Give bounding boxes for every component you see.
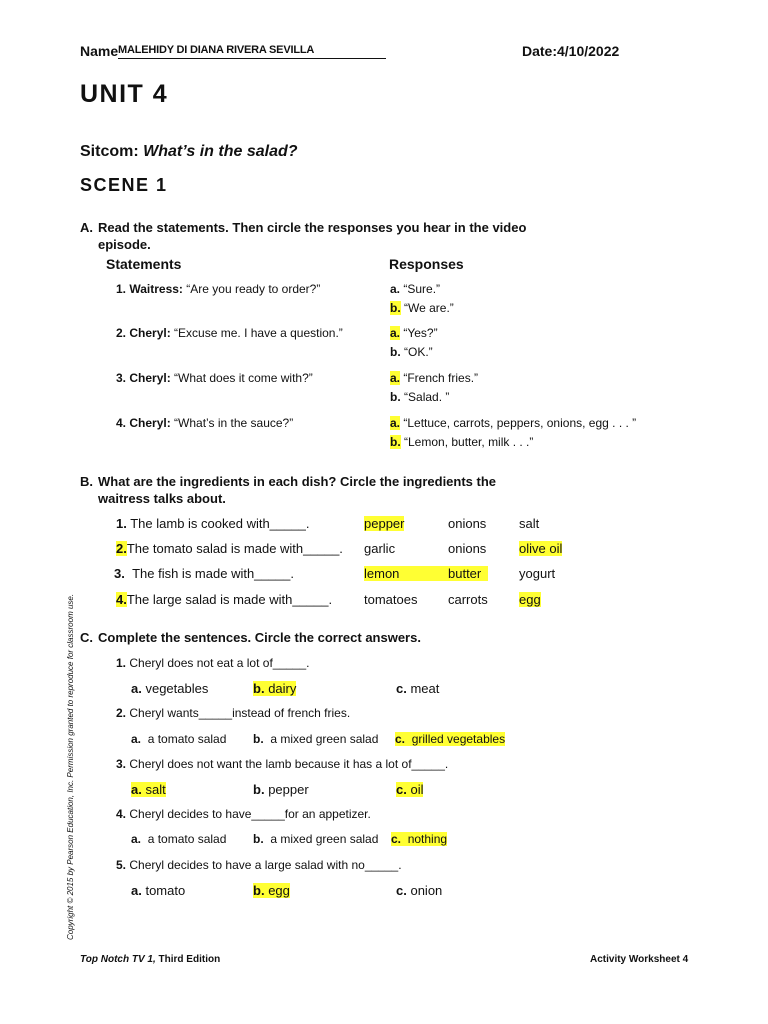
- section-a-instruction: [98, 219, 538, 253]
- scene-title: SCENE 1: [80, 175, 168, 195]
- sentence: 5. Cheryl decides to have a large salad with no_____.: [116, 858, 402, 872]
- response-a: a. “French fries.”: [390, 371, 479, 385]
- response-a: a. “Sure.”: [390, 282, 441, 296]
- ingredient-option: onions: [448, 516, 487, 531]
- response-b: b. “Lemon, butter, milk . . .”: [390, 435, 534, 449]
- section-b-instruction-line2: waitress talks about.: [98, 491, 226, 506]
- sitcom-title: What’s in the salad?: [143, 143, 298, 160]
- ingredient-sentence: 2.The tomato salad is made with_____.: [116, 541, 343, 556]
- statement: 2. Cheryl: “Excuse me. I have a question.”: [116, 326, 343, 340]
- ingredient-sentence: 1. The lamb is cooked with_____.: [116, 516, 310, 531]
- ingredient-option: carrots: [448, 592, 488, 607]
- sitcom-label: Sitcom:: [80, 143, 139, 160]
- sentence: 2. Cheryl wants_____instead of french fries.: [116, 706, 351, 720]
- ingredient-option: yogurt: [519, 566, 556, 581]
- answer-c: c. nothing: [391, 832, 448, 846]
- ingredient-option: butter: [448, 566, 482, 581]
- section-b-instruction: [98, 473, 538, 507]
- section-b-letter: B.: [80, 474, 93, 489]
- statements-header: Statements: [106, 256, 182, 272]
- footer-worksheet: Activity Worksheet 4: [590, 954, 689, 965]
- sentence: 1. Cheryl does not eat a lot of_____.: [116, 656, 310, 670]
- response-b: b. “OK.”: [390, 345, 433, 359]
- copyright-notice: Copyright © 2015 by Pearson Education, Inc. Permission granted to reproduce for classroom use.: [66, 593, 75, 940]
- responses-header: Responses: [389, 256, 464, 272]
- statement: 1. Waitress: “Are you ready to order?”: [116, 282, 321, 296]
- ingredient-option: olive oil: [519, 541, 563, 556]
- section-b-instruction-line1: What are the ingredients in each dish? Circle the ingredients the: [98, 474, 497, 489]
- answer-c: c. grilled vegetables: [395, 732, 506, 746]
- answer-a: a. vegetables: [131, 681, 209, 696]
- ingredient-sentence: 4.The large salad is made with_____.: [116, 592, 333, 607]
- footer-book-title: Top Notch TV 1, Third Edition: [80, 954, 221, 965]
- answer-b: b. dairy: [253, 681, 297, 696]
- response-a: a. “Yes?”: [390, 326, 438, 340]
- section-c-letter: C.: [80, 630, 93, 645]
- statement: 3. Cheryl: “What does it come with?”: [116, 371, 313, 385]
- answer-a: a. salt: [131, 782, 166, 797]
- name-label: Name: [80, 43, 119, 59]
- answer-b: b. a mixed green salad: [253, 732, 379, 746]
- response-b: b. “We are.”: [390, 301, 454, 315]
- section-a-letter: A.: [80, 220, 93, 235]
- sitcom-heading: [80, 143, 298, 161]
- ingredient-option: garlic: [364, 541, 396, 556]
- student-name: MALEHIDY DI DIANA RIVERA SEVILLA: [118, 44, 386, 59]
- answer-a: a. a tomato salad: [131, 832, 227, 846]
- answer-b: b. pepper: [253, 782, 309, 797]
- ingredient-option: salt: [519, 516, 540, 531]
- sentence: 4. Cheryl decides to have_____for an appetizer.: [116, 807, 371, 821]
- answer-b: b. egg: [253, 883, 290, 898]
- ingredient-option: egg: [519, 592, 541, 607]
- ingredient-option: lemon: [364, 566, 488, 581]
- ingredient-option: tomatoes: [364, 592, 418, 607]
- answer-c: c. meat: [396, 681, 440, 696]
- answer-a: a. a tomato salad: [131, 732, 227, 746]
- section-a-instruction-line1: Read the statements. Then circle the responses you hear in the video: [98, 220, 527, 235]
- ingredient-option: pepper: [364, 516, 405, 531]
- answer-c: c. onion: [396, 883, 443, 898]
- sentence: 3. Cheryl does not want the lamb because it has a lot of_____.: [116, 757, 449, 771]
- answer-c: c. oil: [396, 782, 424, 797]
- ingredient-sentence: 3. The fish is made with_____.: [114, 566, 294, 581]
- answer-b: b. a mixed green salad: [253, 832, 379, 846]
- response-a: a. “Lettuce, carrots, peppers, onions, egg . . . ”: [390, 416, 637, 430]
- answer-a: a. tomato: [131, 883, 186, 898]
- section-a-instruction-line2: episode.: [98, 237, 151, 252]
- date: Date:4/10/2022: [522, 43, 620, 59]
- response-b: b. “Salad. ”: [390, 390, 450, 404]
- ingredient-option: onions: [448, 541, 487, 556]
- unit-title: UNIT 4: [80, 80, 169, 108]
- statement: 4. Cheryl: “What’s in the sauce?”: [116, 416, 294, 430]
- section-c-instruction: Complete the sentences. Circle the correct answers.: [98, 630, 421, 645]
